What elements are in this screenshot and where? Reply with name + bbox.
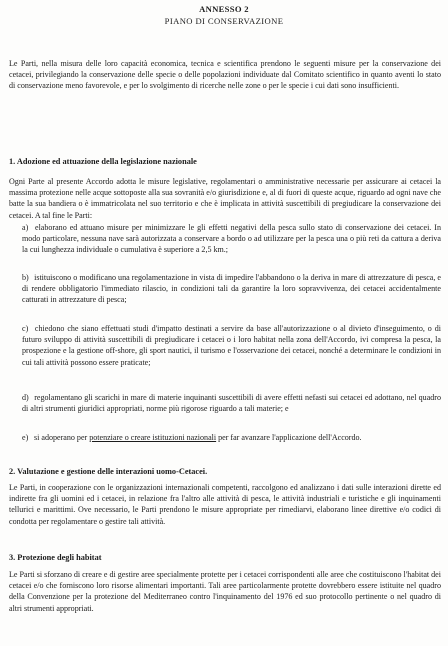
list-item-label: e)	[22, 433, 29, 442]
section2-body: Le Parti, in cooperazione con le organizzazioni internazionali competenti, raccolgono ed analizzano i dati sulle interazioni dirette ed indirette fra gli uomini ed i cetacei, in relazione fra l'altro alle attività di pesca, le attività industriali e turistiche e gli inquinamenti tellurici e marittimi. Ove necessario, le Parti prendono le misure appropriate per rimediarvi, elaborano linee direttive e/o codici di condotta per regolamentare o gestire tali attività.	[9, 483, 441, 526]
list-item-d	[22, 392, 441, 414]
section1-heading: 1. Adozione ed attuazione della legislazione nazionale	[9, 157, 197, 166]
section1-body: Ogni Parte al presente Accordo adotta le misure legislative, regolamentari o amministrative necessarie per assicurare ai cetacei la massima protezione nelle acque sottoposte alla sua sovranità e/o giurisdizione e, al di fuori di queste acque, riguardo ad ogni nave che batte la sua bandiera o è immatricolata nel suo territorio e che è implicata in attività suscettibili di pregiudicare la conservazione dei cetacei. A tal fine le Parti:	[9, 177, 441, 220]
list-item-text-before: si adoperano per	[34, 433, 90, 442]
annex-subtitle: PIANO DI CONSERVAZIONE	[164, 16, 284, 26]
list-item-b	[22, 272, 441, 306]
section3-heading: 3. Protezione degli habitat	[9, 553, 102, 562]
list-item-a	[22, 222, 441, 256]
list-item-text: regolamentano gli scarichi in mare di materie inquinanti suscettibili di avere effetti nefasti sui cetacei ed adottano, nel quadro di altri strumenti giuridici appropriati, norme più rigorose riguardo a tali materie; e	[22, 393, 441, 414]
list-item-text-after: per far avanzare l'applicazione dell'Accordo.	[216, 433, 362, 442]
list-item-e	[22, 432, 441, 443]
list-item-label: b)	[22, 273, 29, 282]
list-item-label: a)	[22, 223, 29, 232]
list-item-c	[22, 323, 441, 368]
list-item-label: c)	[22, 324, 29, 333]
section3-body: Le Parti si sforzano di creare e di gestire aree specialmente protette per i cetacei corrispondenti alle aree che costituiscono l'habitat dei cetacei e/o che forniscono loro risorse alimentari importanti. Tali aree particolarmente protette dovrebbero essere istituite nel quadro della Convenzione per la protezione del Mediterraneo contro l'inquinamento del 1976 ed suo protocollo pertinente o nel quadro di altri strumenti appropriati.	[9, 570, 441, 613]
list-item-text: elaborano ed attuano misure per minimizzare le gli effetti negativi della pesca sullo stato di conservazione dei cetacei. In modo particolare, nessuna nave sarà autorizzata a conservare a bordo o ad utilizzare per la pesca una o più reti da cattura a deriva la cui lunghezza individuale o cumulativa è superiore a 2,5 km.;	[22, 223, 442, 255]
list-item-label: d)	[22, 393, 29, 402]
annex-title: ANNESSO 2	[199, 4, 249, 14]
section2-heading: 2. Valutazione e gestione delle interazioni uomo-Cetacei.	[9, 467, 208, 476]
list-item-text: istituiscono o modificano una regolamentazione in vista di impedire l'abbandono o la deriva in mare di attrezzature di pesca, e di rendere obbligatorio l'immediato rilascio, in condizioni tali da garantire la loro sopravvivenza, dei cetacei accidentalmente catturati in attrezzature di pesca;	[22, 273, 442, 305]
list-item-text: chiedono che siano effettuati studi d'impatto destinati a servire da base all'autorizzazione o al divieto d'inseguimento, o di futuro sviluppo di attività suscettibili di pregiudicare i cetacei o i loro habitat nella zona dell'Accordo, ivi compresa la pesca, la prospezione e la gestione off-shore, gli sport nautici, il turismo e l'osservazione dei cetacei, nonché a determinare le condizioni in cui tali attività possono essere praticate;	[22, 324, 442, 367]
underlined-text: potenziare o creare istituzioni nazionali	[89, 433, 217, 442]
intro-paragraph: Le Parti, nella misura delle loro capacità economica, tecnica e scientifica prendono le seguenti misure per la conservazione dei cetacei, privilegiando la conservazione delle specie o delle popolazioni individuate dal Comitato scientifico in quanto aventi lo stato di conservazione meno favorevole, e per lo svolgimento di ricerche nelle zone o per le specie i cui dati sono insufficienti.	[9, 59, 441, 91]
